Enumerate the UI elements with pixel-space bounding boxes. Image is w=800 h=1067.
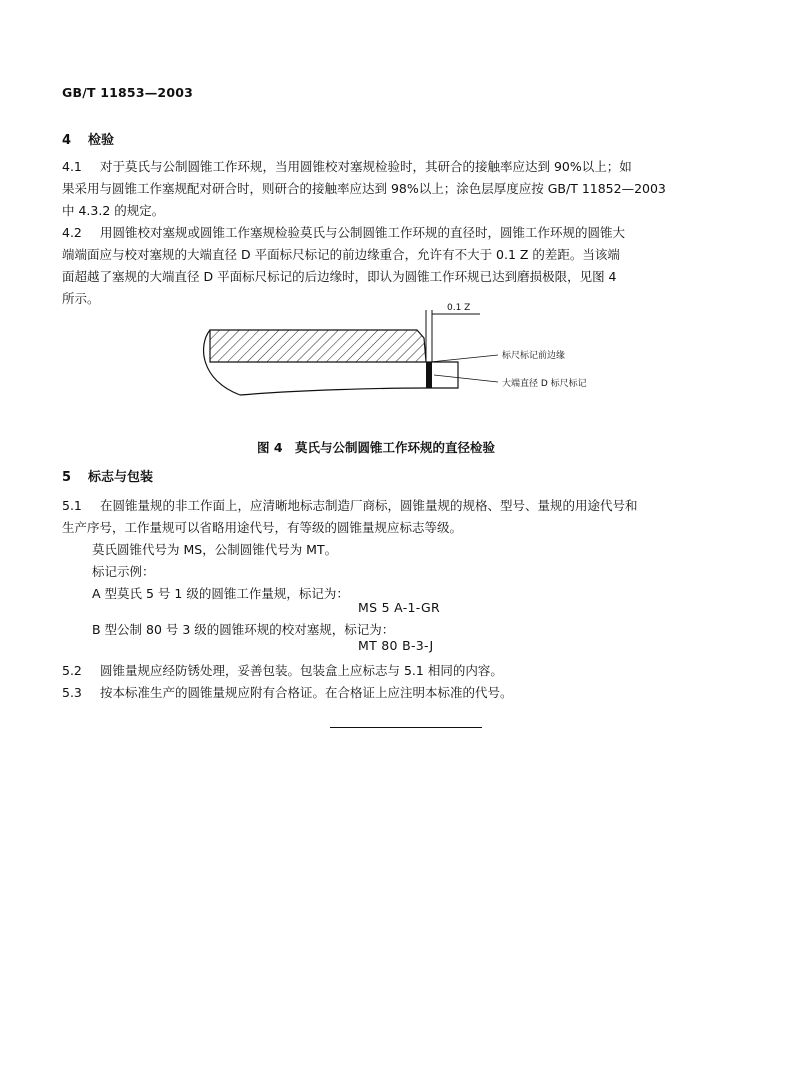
section-5-title: 标志与包装 <box>88 470 154 485</box>
figure-4-diagram <box>180 300 640 410</box>
para-4-1-line-1: 4.1 对于莫氏与公制圆锥工作环规，当用圆锥校对塞规检验时，其研合的接触率应达到 90%以上；如 <box>62 159 632 174</box>
example-b-code: MT 80 B-3-J <box>358 638 434 653</box>
label-diameter-mark: 大端直径 D 标尺标记 <box>502 379 587 389</box>
para-5-2: 5.2 圆锥量规应经防锈处理，妥善包装。包装盒上应标志与 5.1 相同的内容。 <box>62 663 503 678</box>
example-a-text: A 型莫氏 5 号 1 级的圆锥工作量规，标记为： <box>92 586 349 601</box>
example-title: 标记示例： <box>92 564 155 579</box>
para-4-2-line-3: 面超越了塞规的大端直径 D 平面标尺标记的后边缘时，即认为圆锥工作环规已达到磨损极限，见图 4 <box>62 269 617 284</box>
section-5-heading <box>62 466 153 485</box>
para-4-2-line-1: 4.2 用圆锥校对塞规或圆锥工作塞规检验莫氏与公制圆锥工作环规的直径时，圆锥工作环规的圆锥大 <box>62 225 626 240</box>
para-5-1-line-2: 生产序号，工作量规可以省略用途代号，有等级的圆锥量规应标志等级。 <box>62 520 463 535</box>
figure-4-caption: 图 4 莫氏与公制圆锥工作环规的直径检验 <box>257 440 496 455</box>
dim-label-0-1z: 0.1 Z <box>447 303 471 313</box>
gauge-outline-bottom <box>240 388 426 395</box>
para-5-2-number: 5.2 <box>62 663 82 678</box>
para-4-2-line-4: 所示。 <box>62 291 100 306</box>
para-4-2-line-2: 端端面应与校对塞规的大端直径 D 平面标尺标记的前边缘重合，允许有不大于 0.1 Z 的差距。当该端 <box>62 247 620 262</box>
scale-mark-bar <box>426 362 432 388</box>
section-4-title: 检验 <box>88 133 115 148</box>
para-5-1-number: 5.1 <box>62 498 82 513</box>
para-4-1-number: 4.1 <box>62 159 82 174</box>
standard-code: GB/T 11853—2003 <box>62 85 194 100</box>
section-4-heading <box>62 129 114 148</box>
para-4-1-line-2: 果采用与圆锥工作塞规配对研合时，则研合的接触率应达到 98%以上；涂色层厚度应按 GB/T 11852—2003 <box>62 181 666 196</box>
para-5-1-line-1: 5.1 在圆锥量规的非工作面上，应清晰地标志制造厂商标，圆锥量规的规格、型号、量规的用途代号和 <box>62 498 638 513</box>
section-5-number: 5 <box>62 470 72 485</box>
example-a-code: MS 5 A-1-GR <box>358 600 440 615</box>
example-b-text: B 型公制 80 号 3 级的圆锥环规的校对塞规，标记为： <box>92 622 395 637</box>
leader-front-edge <box>430 355 498 362</box>
gauge-section-hatched <box>210 330 426 362</box>
para-5-3-number: 5.3 <box>62 685 82 700</box>
label-front-edge: 标尺标记前边缘 <box>502 351 566 361</box>
code-line: 莫氏圆锥代号为 MS，公制圆锥代号为 MT。 <box>92 542 338 557</box>
para-4-1-line-3: 中 4.3.2 的规定。 <box>62 203 165 218</box>
leader-diameter-mark <box>434 375 498 382</box>
end-rule <box>330 727 482 728</box>
para-5-3: 5.3 按本标准生产的圆锥量规应附有合格证。在合格证上应注明本标准的代号。 <box>62 685 513 700</box>
para-4-2-number: 4.2 <box>62 225 82 240</box>
section-4-number: 4 <box>62 133 72 148</box>
